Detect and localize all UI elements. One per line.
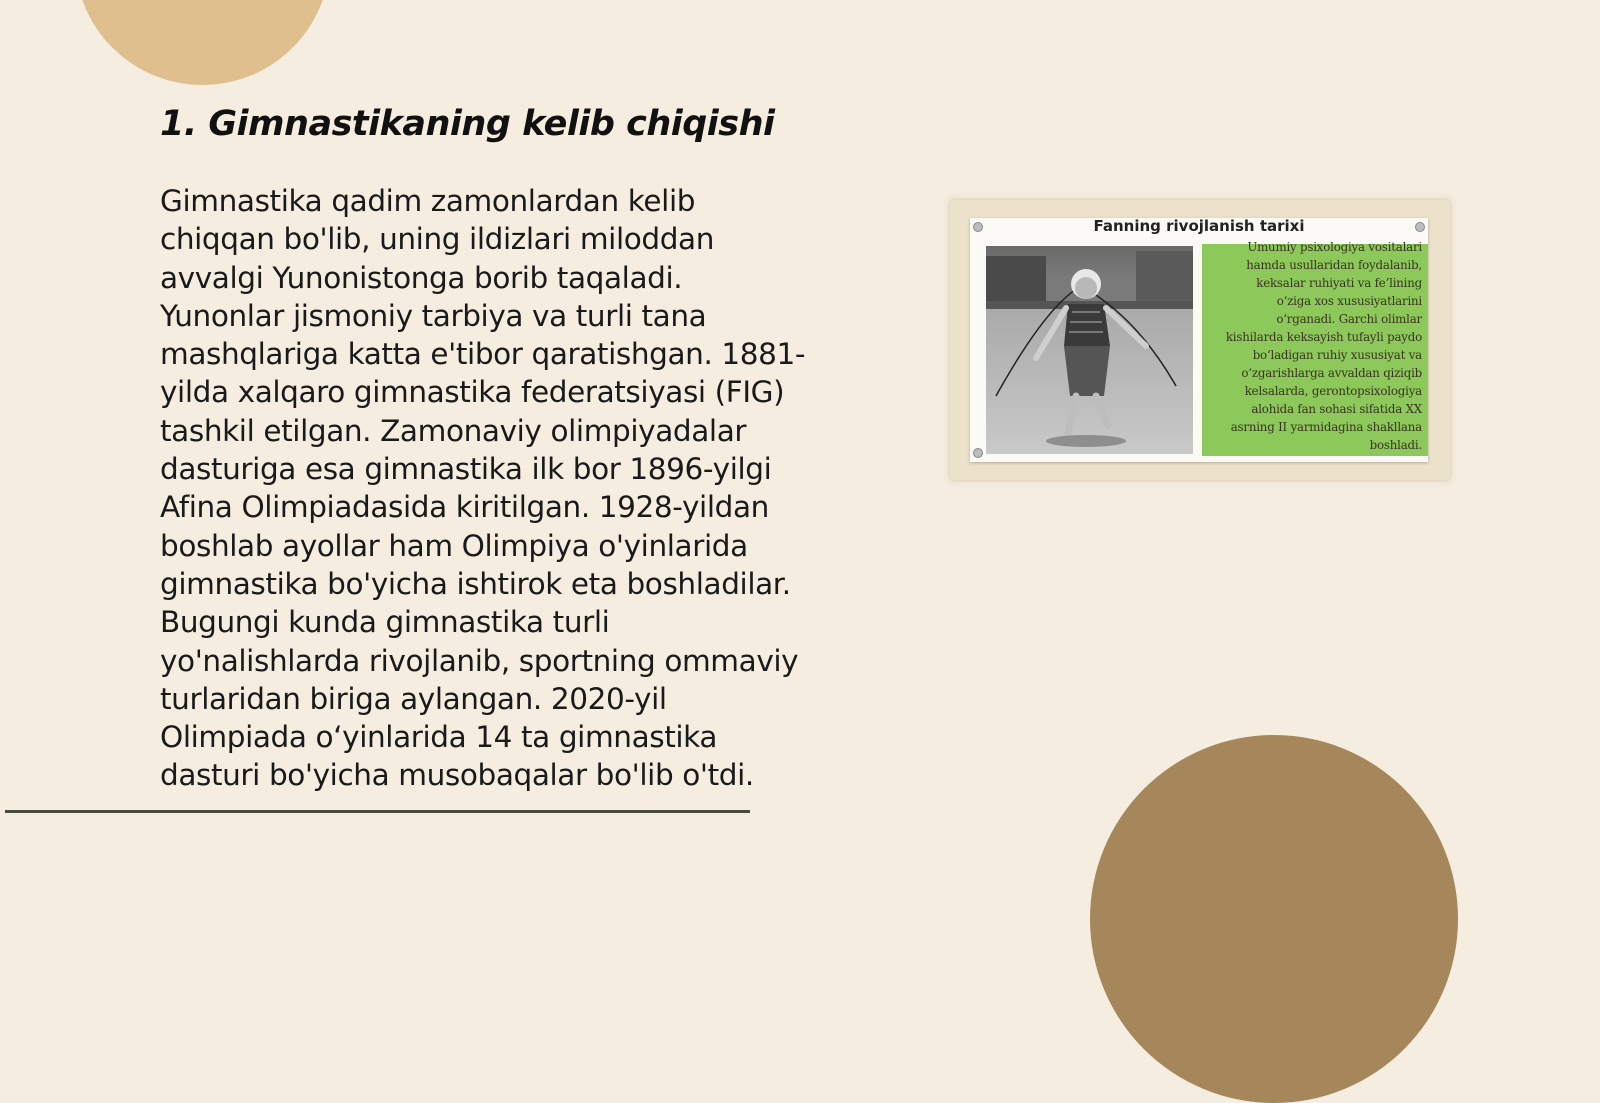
decorative-circle-bottom — [1090, 735, 1458, 1103]
slide-title: 1. Gimnastikaning kelib chiqishi — [160, 104, 775, 144]
figure-image — [950, 200, 1450, 480]
decorative-circle-top — [75, 0, 330, 85]
figure-title: Fanning rivojlanish tarixi — [1093, 217, 1305, 235]
woman-skipping-rope-photo — [986, 246, 1193, 454]
figure-text-panel — [1202, 240, 1428, 456]
pin-icon — [973, 448, 983, 458]
figure-caption-text: Umumiy psixologiya vositalari hamda usullaridan foydalanib, keksalar ruhiyati va fe’lining o‘ziga xos xususiyatlarini o‘rganadi. Garchi olimlar kishilarda keksayish tufayli paydo bo‘ladigan ruhiy xususiyat va o‘zgarishlarga avvaldan qiziqib kelsalarda, gerontopsixologiya alohida fan sohasi sifatida XX asrning II yarmidagina shakllana boshladi. — [1225, 240, 1422, 452]
slide-body-text: Gimnastika qadim zamonlardan kelib chiqqan bo'lib, uning ildizlari miloddan avvalgi Yunonistonga borib taqaladi. Yunonlar jismoniy tarbiya va turli tana mashqlariga katta e'tibor qaratishgan. 1881- yilda xalqaro gimnastika federatsiyasi (FIG) tashkil etilgan. Zamonaviy olimpiyadalar dasturiga esa gimnastika ilk bor 1896-yilgi Afina Olimpiadasida kiritilgan. 1928-yildan boshlab ayollar ham Olimpiya o'yinlarida gimnastika bo'yicha ishtirok eta boshladilar. Bugungi kunda gimnastika turli yo'nalishlarda rivojlanib, sportning ommaviy turlaridan biriga aylangan. 2020-yil Olimpiada o‘yinlarida 14 ta gimnastika dasturi bo'yicha musobaqalar bo'lib o'tdi. — [160, 184, 806, 793]
divider-line — [5, 810, 750, 813]
figure-card — [970, 218, 1428, 462]
